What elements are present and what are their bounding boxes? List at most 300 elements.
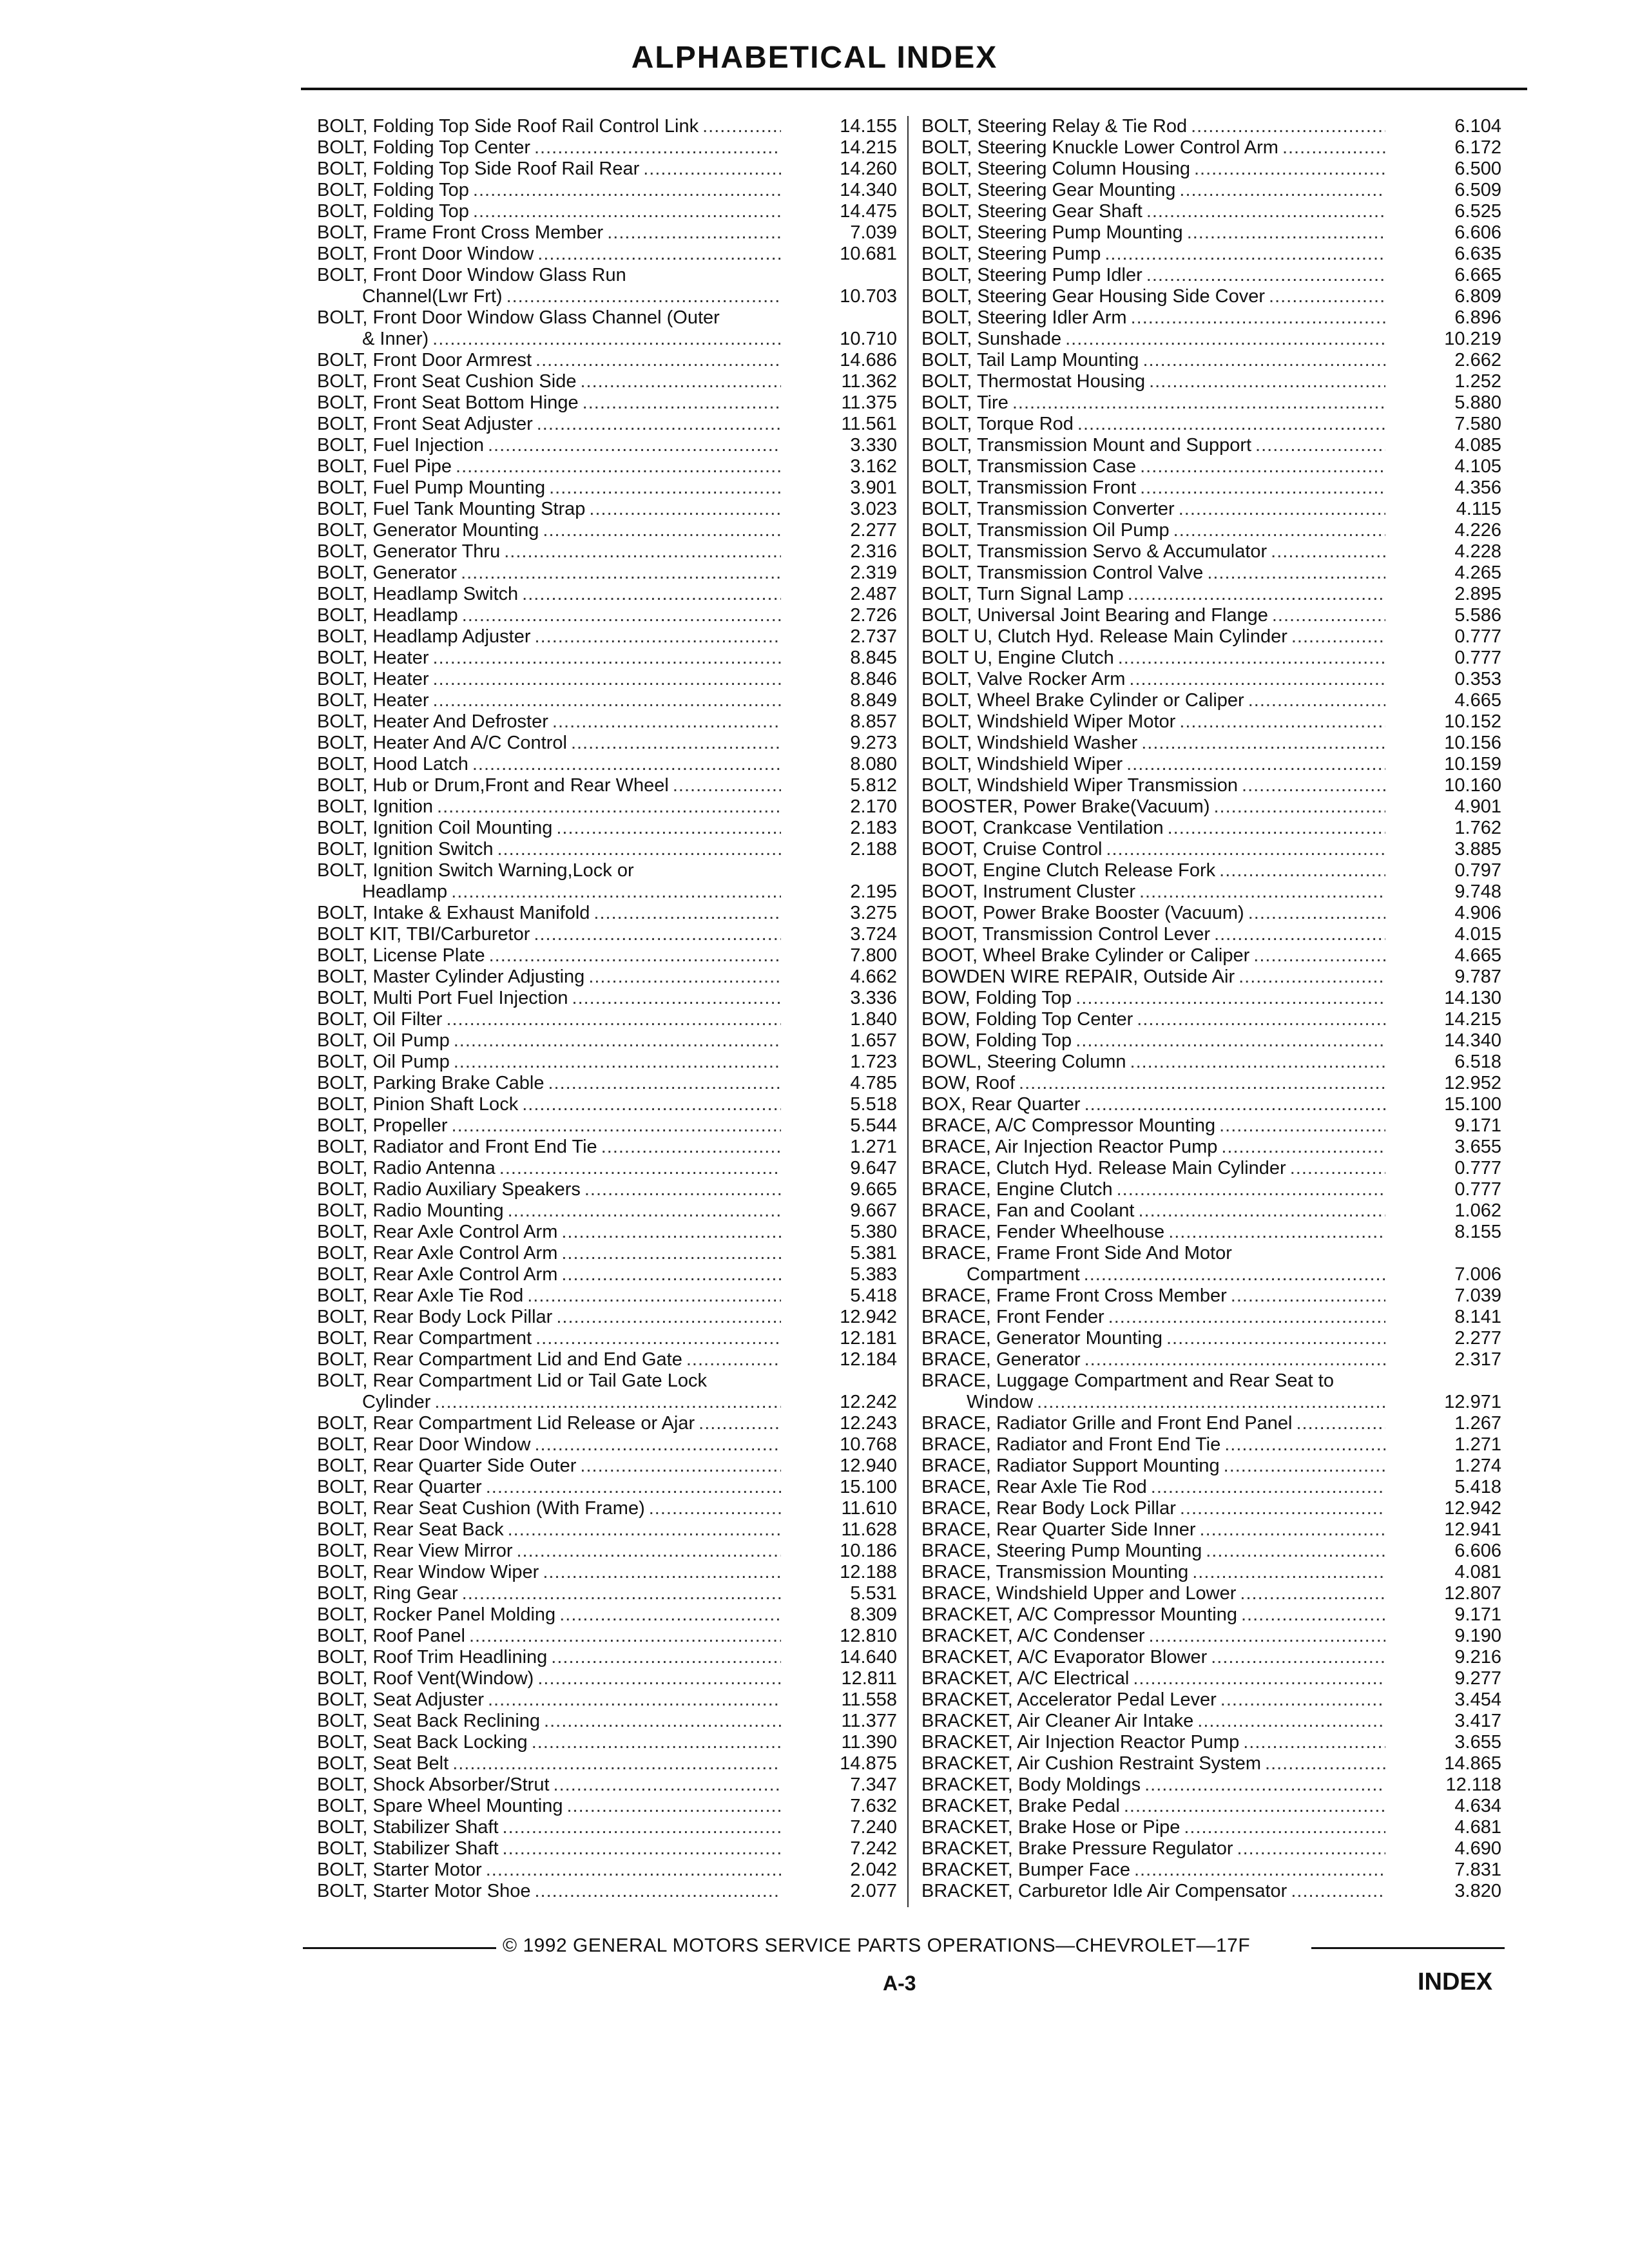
entry-page: 5.586 <box>1454 605 1501 626</box>
entry-label: BOLT, Rear Compartment <box>317 1328 532 1349</box>
index-entry <box>921 1774 1501 1796</box>
dot-leader <box>1135 881 1385 903</box>
entry-page: 1.723 <box>850 1052 897 1072</box>
index-entry <box>317 414 897 435</box>
dot-leader <box>1127 307 1385 329</box>
entry-label: BOLT, Stabilizer Shaft <box>317 1817 499 1838</box>
dot-leader <box>450 1030 781 1052</box>
index-entry <box>921 435 1501 456</box>
entry-page: 11.390 <box>841 1732 897 1753</box>
dot-leader <box>450 1052 781 1073</box>
entry-page: 10.768 <box>840 1434 897 1455</box>
entry-text <box>921 988 1385 1009</box>
entry-page: 8.846 <box>850 669 897 689</box>
entry-text <box>317 1626 781 1647</box>
index-entry <box>921 116 1501 137</box>
entry-page: 7.580 <box>1454 414 1501 434</box>
index-entry <box>921 754 1501 775</box>
entry-page: 9.277 <box>1454 1668 1501 1689</box>
dot-leader <box>533 414 781 435</box>
index-entry <box>921 1222 1501 1243</box>
entry-text <box>317 924 781 945</box>
index-entry <box>921 1541 1501 1562</box>
dot-leader <box>1237 1604 1385 1626</box>
dot-leader <box>1081 1349 1385 1370</box>
entry-label: BOLT, Wheel Brake Cylinder or Caliper <box>921 690 1244 711</box>
index-entry <box>921 1094 1501 1115</box>
dot-leader <box>547 1647 781 1668</box>
entry-label: BOLT, Ignition Switch <box>317 839 494 860</box>
entry-text <box>921 1796 1385 1817</box>
dot-leader <box>1220 1456 1385 1477</box>
index-entry <box>921 456 1501 477</box>
dot-leader <box>1244 903 1385 924</box>
entry-page: 6.896 <box>1454 307 1501 328</box>
index-entry <box>317 1222 897 1243</box>
dot-leader <box>484 1689 781 1711</box>
entry-page: 4.081 <box>1454 1562 1501 1582</box>
dot-leader <box>1217 1689 1385 1711</box>
entry-text <box>921 1519 1385 1541</box>
entry-text <box>317 116 781 137</box>
entry-label: BRACKET, A/C Electrical <box>921 1668 1130 1689</box>
dot-leader <box>1232 1243 1385 1264</box>
dot-leader <box>669 775 781 796</box>
right-index-column <box>921 116 1501 1902</box>
entry-text <box>921 1285 1385 1307</box>
entry-label: BOLT, Sunshade <box>921 329 1062 349</box>
entry-label: BOLT, Rear Compartment Lid Release or Ajar <box>317 1413 695 1434</box>
index-entry <box>921 1370 1501 1392</box>
entry-page: 0.797 <box>1454 860 1501 881</box>
dot-leader <box>1180 1817 1385 1838</box>
dot-leader <box>429 329 781 350</box>
entry-text <box>921 711 1385 733</box>
index-entry <box>921 329 1501 350</box>
entry-label: BOLT, Oil Pump <box>317 1052 450 1072</box>
entry-label: BOLT, Radio Antenna <box>317 1158 496 1178</box>
dot-leader <box>1193 1711 1385 1732</box>
entry-text <box>921 520 1385 541</box>
title-rule <box>301 88 1527 90</box>
entry-label: BOLT, Windshield Wiper <box>921 754 1123 774</box>
entry-page: 11.558 <box>841 1689 897 1710</box>
dot-leader <box>1072 988 1385 1009</box>
entry-text <box>317 1519 781 1541</box>
dot-leader <box>1145 371 1385 392</box>
index-entry <box>317 733 897 754</box>
entry-text <box>921 307 1385 329</box>
entry-text <box>921 1583 1385 1604</box>
dot-leader <box>1080 1264 1385 1285</box>
index-entry <box>921 499 1501 520</box>
dot-leader <box>1286 1158 1385 1179</box>
entry-page: 3.023 <box>850 499 897 519</box>
entry-label: BOLT, Windshield Wiper Motor <box>921 711 1176 732</box>
index-entry <box>317 1009 897 1030</box>
footer-rule-left <box>303 1947 496 1949</box>
entry-page: 11.377 <box>841 1711 897 1731</box>
dot-leader <box>552 1307 781 1328</box>
index-entry <box>921 1668 1501 1689</box>
entry-page: 2.726 <box>850 605 897 626</box>
dot-leader <box>469 201 781 222</box>
entry-label: BOLT, Transmission Case <box>921 456 1137 477</box>
entry-text <box>317 1817 781 1838</box>
entry-page: 6.809 <box>1454 286 1501 307</box>
entry-text <box>317 1456 781 1477</box>
entry-label: BRACKET, Carburetor Idle Air Compensator <box>921 1881 1287 1901</box>
dot-leader <box>1188 1562 1385 1583</box>
entry-page: 12.243 <box>840 1413 897 1434</box>
entry-text <box>921 244 1385 265</box>
dot-leader <box>1074 414 1385 435</box>
entry-label: BOOT, Instrument Cluster <box>921 881 1135 902</box>
entry-page: 12.942 <box>1444 1498 1501 1519</box>
entry-page: 12.971 <box>1444 1392 1501 1412</box>
entry-text <box>921 1137 1385 1158</box>
entry-page: 0.777 <box>1454 1179 1501 1200</box>
index-entry <box>317 1200 897 1222</box>
entry-text <box>317 775 781 796</box>
entry-text <box>317 1434 781 1456</box>
entry-page: 14.155 <box>840 116 897 137</box>
entry-label: BRACE, Windshield Upper and Lower <box>921 1583 1237 1604</box>
dot-leader <box>1142 201 1385 222</box>
entry-page: 10.156 <box>1444 733 1501 753</box>
index-entry <box>921 1519 1501 1541</box>
entry-text <box>921 201 1385 222</box>
entry-label: BOLT, Front Door Armrest <box>317 350 532 370</box>
entry-text <box>317 881 781 903</box>
index-entry <box>921 966 1501 988</box>
index-entry <box>317 1434 897 1456</box>
entry-text <box>317 307 781 329</box>
entry-label: BOLT, Rear Seat Back <box>317 1519 504 1540</box>
dot-leader <box>1015 1073 1385 1094</box>
index-entry <box>921 1860 1501 1881</box>
entry-label: BOWL, Steering Column <box>921 1052 1126 1072</box>
entry-page: 2.895 <box>1454 584 1501 604</box>
entry-label: BOLT, Folding Top <box>317 201 469 222</box>
entry-text <box>921 1052 1385 1073</box>
entry-text <box>921 584 1385 605</box>
entry-label: BOW, Folding Top Center <box>921 1009 1133 1030</box>
index-entry <box>921 711 1501 733</box>
entry-text <box>317 1158 781 1179</box>
entry-label: BOLT, Folding Top <box>317 180 469 200</box>
entry-text <box>317 329 781 350</box>
entry-page: 5.531 <box>850 1583 897 1604</box>
entry-page: 5.418 <box>1454 1477 1501 1497</box>
index-entry <box>317 1052 897 1073</box>
entry-text <box>317 1881 781 1902</box>
entry-label: BOLT, Roof Trim Headlining <box>317 1647 548 1667</box>
index-entry <box>921 1392 1501 1413</box>
entry-label: BOLT, Master Cylinder Adjusting <box>317 966 585 987</box>
entry-page: 2.170 <box>850 796 897 817</box>
entry-label: BOLT, Seat Back Reclining <box>317 1711 541 1731</box>
dot-leader <box>1129 1668 1385 1689</box>
index-entry <box>317 1562 897 1583</box>
index-entry <box>921 1328 1501 1349</box>
entry-page: 5.880 <box>1454 392 1501 413</box>
entry-text <box>921 1626 1385 1647</box>
dot-leader <box>1113 1179 1385 1200</box>
entry-page: 1.840 <box>850 1009 897 1030</box>
entry-page: 10.710 <box>840 329 897 349</box>
dot-leader <box>1123 754 1385 775</box>
dot-leader <box>1268 605 1385 626</box>
entry-label: BOLT, Ring Gear <box>317 1583 458 1604</box>
dot-leader <box>1124 584 1385 605</box>
index-entry <box>317 116 897 137</box>
entry-page: 1.657 <box>850 1030 897 1051</box>
entry-page: 11.375 <box>841 392 897 413</box>
index-entry <box>921 1732 1501 1753</box>
entry-text <box>921 924 1385 945</box>
index-entry <box>317 605 897 626</box>
entry-label: BRACE, Steering Pump Mounting <box>921 1541 1202 1561</box>
dot-leader <box>429 690 781 711</box>
entry-label: BRACE, Engine Clutch <box>921 1179 1113 1200</box>
dot-leader <box>567 733 781 754</box>
entry-label: BOWDEN WIRE REPAIR, Outside Air <box>921 966 1235 987</box>
dot-leader <box>1190 159 1385 180</box>
dot-leader <box>1292 1413 1385 1434</box>
dot-leader <box>550 1774 781 1796</box>
entry-text <box>317 1711 781 1732</box>
entry-label: BOLT, Ignition Coil Mounting <box>317 818 553 838</box>
entry-label: BRACKET, A/C Condenser <box>921 1626 1145 1646</box>
entry-page: 6.509 <box>1454 180 1501 200</box>
index-entry <box>921 1073 1501 1094</box>
entry-page: 14.130 <box>1444 988 1501 1008</box>
entry-text <box>921 180 1385 201</box>
index-entry <box>317 881 897 903</box>
index-entry <box>317 307 897 329</box>
entry-text <box>921 1541 1385 1562</box>
dot-leader <box>1187 116 1385 137</box>
entry-text <box>317 159 781 180</box>
entry-text <box>317 1477 781 1498</box>
entry-label: BOLT, Fuel Pipe <box>317 456 452 477</box>
entry-label: BRACE, Transmission Mounting <box>921 1562 1189 1582</box>
entry-text <box>317 435 781 456</box>
entry-label: BOLT, Front Seat Adjuster <box>317 414 533 434</box>
entry-label: BOLT KIT, TBI/Carburetor <box>317 924 530 945</box>
index-entry <box>921 307 1501 329</box>
entry-label: BOLT, Stabilizer Shaft <box>317 1838 499 1859</box>
dot-leader <box>1133 1009 1385 1030</box>
entry-text <box>317 137 781 159</box>
entry-page: 10.160 <box>1444 775 1501 796</box>
entry-text <box>921 1881 1385 1902</box>
dot-leader <box>568 988 781 1009</box>
entry-page: 3.655 <box>1454 1137 1501 1157</box>
dot-leader <box>1196 1519 1385 1541</box>
entry-page: 5.518 <box>850 1094 897 1115</box>
dot-leader <box>1261 1753 1385 1774</box>
entry-text <box>921 1115 1385 1137</box>
dot-leader <box>1251 435 1385 456</box>
entry-label: BOLT, Steering Knuckle Lower Control Arm <box>921 137 1278 158</box>
entry-text <box>317 1307 781 1328</box>
entry-label: BOLT, Rear Seat Cushion (With Frame) <box>317 1498 645 1519</box>
entry-text <box>921 541 1385 562</box>
entry-text <box>921 1222 1385 1243</box>
index-entry <box>921 1498 1501 1519</box>
entry-label: BOLT, Oil Filter <box>317 1009 443 1030</box>
entry-page: 0.777 <box>1454 1158 1501 1178</box>
dot-leader <box>504 1519 781 1541</box>
entry-label: & Inner) <box>362 329 429 349</box>
entry-label: BRACE, Generator Mounting <box>921 1328 1162 1349</box>
dot-leader <box>557 1264 781 1285</box>
index-entry <box>921 648 1501 669</box>
dot-leader <box>469 180 781 201</box>
dot-leader <box>1203 562 1385 584</box>
index-entry <box>317 1115 897 1137</box>
dot-leader <box>504 1200 781 1222</box>
entry-text <box>921 1647 1385 1668</box>
entry-page: 4.785 <box>850 1073 897 1093</box>
entry-page: 7.632 <box>850 1796 897 1816</box>
dot-leader <box>581 1179 781 1200</box>
entry-text <box>921 286 1385 307</box>
entry-label: BOLT, Headlamp Switch <box>317 584 519 604</box>
entry-page: 3.724 <box>850 924 897 945</box>
index-entry <box>317 1753 897 1774</box>
dot-leader <box>484 435 781 456</box>
entry-text <box>317 1115 781 1137</box>
dot-leader <box>499 1817 781 1838</box>
index-entry <box>317 1328 897 1349</box>
dot-leader <box>707 1370 781 1392</box>
index-entry <box>317 456 897 477</box>
entry-label: BRACKET, Brake Pedal <box>921 1796 1120 1816</box>
dot-leader <box>1170 520 1385 541</box>
dot-leader <box>429 669 781 690</box>
entry-text <box>921 1179 1385 1200</box>
dot-leader <box>518 584 781 605</box>
entry-text <box>921 1307 1385 1328</box>
entry-page: 11.610 <box>841 1498 897 1519</box>
entry-label: BOLT, Roof Panel <box>317 1626 465 1646</box>
entry-text <box>921 1349 1385 1370</box>
dot-leader <box>532 350 781 371</box>
index-entry <box>921 1796 1501 1817</box>
entry-label: BOLT, Pinion Shaft Lock <box>317 1094 519 1115</box>
entry-label: BOLT, Front Door Window <box>317 244 534 264</box>
entry-page: 4.681 <box>1454 1817 1501 1838</box>
entry-text <box>317 584 781 605</box>
entry-page: 11.362 <box>841 371 897 392</box>
entry-page: 4.665 <box>1454 945 1501 966</box>
dot-leader <box>1220 1434 1385 1456</box>
dot-leader <box>555 1604 781 1626</box>
index-entry <box>317 988 897 1009</box>
entry-page: 8.141 <box>1454 1307 1501 1327</box>
entry-label: BOLT, Transmission Oil Pump <box>921 520 1170 541</box>
dot-leader <box>645 1498 781 1519</box>
index-entry <box>317 1264 897 1285</box>
entry-text <box>317 903 781 924</box>
entry-label: BOLT, Folding Top Side Roof Rail Control Link <box>317 116 699 137</box>
dot-leader <box>528 1732 781 1753</box>
entry-page: 2.737 <box>850 626 897 647</box>
entry-label: BOLT, Radio Mounting <box>317 1200 504 1221</box>
entry-text <box>317 1689 781 1711</box>
dot-leader <box>518 1094 781 1115</box>
dot-leader <box>448 1753 781 1774</box>
entry-text <box>921 1838 1385 1860</box>
index-entry <box>317 669 897 690</box>
entry-text <box>317 1668 781 1689</box>
entry-text <box>317 180 781 201</box>
index-entry <box>317 1668 897 1689</box>
dot-leader <box>1207 1647 1385 1668</box>
index-entry <box>921 733 1501 754</box>
entry-page: 4.226 <box>1454 520 1501 541</box>
index-entry <box>317 286 897 307</box>
dot-leader <box>458 1583 781 1604</box>
entry-label: Cylinder <box>362 1392 431 1412</box>
entry-text <box>317 201 781 222</box>
entry-page: 4.015 <box>1454 924 1501 945</box>
index-entry <box>317 222 897 244</box>
entry-text <box>921 1030 1385 1052</box>
index-entry <box>317 1307 897 1328</box>
entry-label: BOLT, Transmission Converter <box>921 499 1175 519</box>
index-entry <box>317 924 897 945</box>
dot-leader <box>557 1222 781 1243</box>
entry-label: BOLT, Hub or Drum,Front and Rear Wheel <box>317 775 669 796</box>
entry-label: BOLT, Fuel Tank Mounting Strap <box>317 499 586 519</box>
index-entry <box>921 1881 1501 1902</box>
dot-leader <box>579 392 781 414</box>
dot-leader <box>576 1456 781 1477</box>
entry-page: 7.800 <box>850 945 897 966</box>
dot-leader <box>639 159 781 180</box>
entry-text <box>921 839 1385 860</box>
entry-text <box>317 244 781 265</box>
entry-label: BRACE, Clutch Hyd. Release Main Cylinder <box>921 1158 1286 1178</box>
entry-label: BRACE, Fan and Coolant <box>921 1200 1135 1221</box>
entry-label: BRACE, Air Injection Reactor Pump <box>921 1137 1218 1157</box>
index-entry <box>921 775 1501 796</box>
entry-page: 4.634 <box>1454 1796 1501 1816</box>
entry-page: 1.274 <box>1454 1456 1501 1476</box>
dot-leader <box>1101 244 1385 265</box>
dot-leader <box>1287 626 1385 648</box>
entry-page: 7.039 <box>850 222 897 243</box>
dot-leader <box>1130 1860 1385 1881</box>
index-entry <box>317 1796 897 1817</box>
dot-leader <box>532 1328 781 1349</box>
entry-label: Channel(Lwr Frt) <box>362 286 503 307</box>
entry-text <box>317 1583 781 1604</box>
entry-label: BOLT, Rear Quarter <box>317 1477 482 1497</box>
dot-leader <box>695 1413 781 1434</box>
index-entry <box>921 265 1501 286</box>
entry-text <box>317 1137 781 1158</box>
entry-text <box>921 733 1385 754</box>
index-entry <box>921 988 1501 1009</box>
index-entry <box>921 584 1501 605</box>
dot-leader <box>493 839 781 860</box>
index-entry <box>921 903 1501 924</box>
